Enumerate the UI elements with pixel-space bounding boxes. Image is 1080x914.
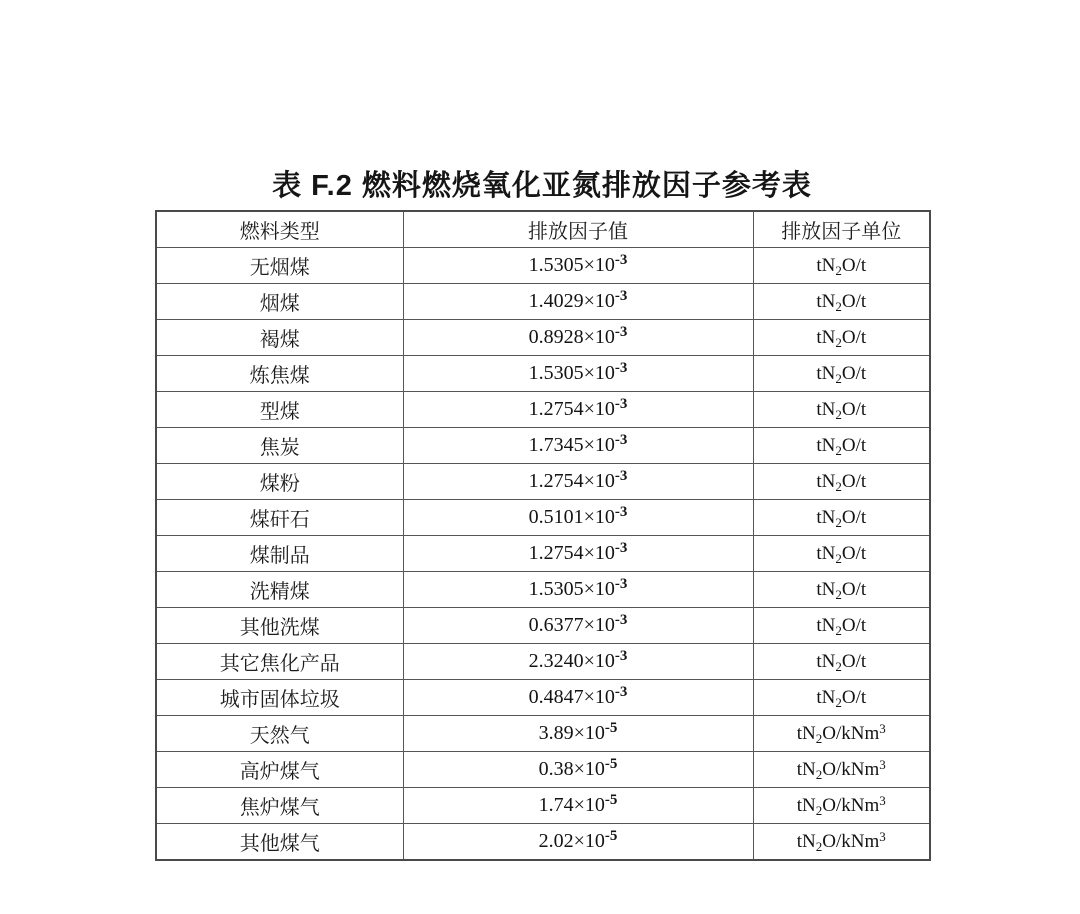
fuel-type-cell: 褐煤 (156, 320, 403, 356)
factor-value-cell (403, 680, 753, 716)
scientific-notation-value (529, 578, 628, 600)
value-exponent: -3 (614, 504, 628, 520)
fuel-type-cell: 其它焦化产品 (156, 644, 403, 680)
table-row (156, 824, 930, 861)
factor-unit-cell (753, 464, 930, 500)
factor-value-cell (403, 752, 753, 788)
value-exponent: -3 (614, 396, 628, 412)
unit-superscript: 3 (879, 792, 886, 808)
unit-subscript: 2 (835, 262, 842, 278)
unit-subscript: 2 (835, 586, 842, 602)
table-row (156, 752, 930, 788)
column-header-fuel-type: 燃料类型 (156, 211, 403, 248)
unit-subscript: 2 (815, 766, 823, 782)
unit-body: O/t (841, 542, 867, 564)
unit-body: O/t (841, 578, 867, 600)
factor-value-cell (403, 356, 753, 392)
unit-prefix: tN (816, 686, 836, 708)
factor-unit-cell (753, 788, 930, 824)
scientific-notation-value (529, 614, 628, 636)
unit-prefix: tN (816, 398, 836, 420)
fuel-type-cell: 洗精煤 (156, 572, 403, 608)
factor-value-cell (403, 284, 753, 320)
unit-prefix: tN (816, 614, 836, 636)
value-exponent: -3 (614, 324, 628, 340)
value-mantissa: 2.3240×10 (528, 650, 615, 672)
unit-subscript: 2 (815, 802, 823, 818)
unit-subscript: 2 (835, 298, 842, 314)
factor-value-cell (403, 644, 753, 680)
factor-unit-cell (753, 284, 930, 320)
fuel-type-cell: 煤制品 (156, 536, 403, 572)
fuel-type-cell: 城市固体垃圾 (156, 680, 403, 716)
factor-unit-cell (753, 356, 930, 392)
unit-body: O/t (841, 650, 867, 672)
unit-expression (816, 399, 866, 420)
factor-value-cell (403, 464, 753, 500)
unit-expression (816, 615, 866, 636)
unit-superscript: 3 (879, 828, 886, 844)
scientific-notation-value (529, 650, 628, 672)
fuel-type-cell: 焦炉煤气 (156, 788, 403, 824)
value-exponent: -3 (614, 540, 628, 556)
value-mantissa: 1.5305×10 (528, 362, 615, 384)
unit-subscript: 2 (835, 442, 842, 458)
factor-unit-cell (753, 392, 930, 428)
column-header-factor-unit: 排放因子单位 (753, 211, 930, 248)
fuel-type-cell: 型煤 (156, 392, 403, 428)
unit-subscript: 2 (835, 478, 842, 494)
value-exponent: -3 (614, 468, 628, 484)
factor-value-cell (403, 716, 753, 752)
unit-body: O/kNm (822, 758, 880, 780)
unit-expression (816, 435, 866, 456)
value-exponent: -5 (604, 756, 618, 772)
scientific-notation-value (529, 686, 628, 708)
table-row (156, 464, 930, 500)
value-mantissa: 1.2754×10 (528, 470, 615, 492)
unit-body: O/t (841, 614, 867, 636)
fuel-type-cell: 焦炭 (156, 428, 403, 464)
fuel-type-cell: 煤矸石 (156, 500, 403, 536)
unit-prefix: tN (816, 578, 836, 600)
unit-expression (816, 255, 866, 276)
unit-subscript: 2 (835, 406, 842, 422)
table-row (156, 608, 930, 644)
value-mantissa: 0.38×10 (538, 758, 605, 780)
unit-body: O/kNm (822, 794, 880, 816)
factor-value-cell (403, 428, 753, 464)
value-mantissa: 2.02×10 (538, 830, 605, 852)
fuel-type-cell: 无烟煤 (156, 248, 403, 284)
unit-body: O/t (841, 506, 867, 528)
table-row (156, 572, 930, 608)
unit-prefix: tN (816, 326, 836, 348)
scientific-notation-value (529, 326, 628, 348)
unit-subscript: 2 (835, 622, 842, 638)
fuel-type-cell: 煤粉 (156, 464, 403, 500)
unit-body: O/t (841, 470, 867, 492)
value-exponent: -3 (614, 648, 628, 664)
scientific-notation-value (529, 434, 628, 456)
table-row (156, 428, 930, 464)
unit-superscript: 3 (879, 756, 886, 772)
scientific-notation-value (529, 362, 628, 384)
unit-expression (816, 579, 866, 600)
value-mantissa: 1.74×10 (538, 794, 605, 816)
factor-unit-cell (753, 644, 930, 680)
value-mantissa: 0.4847×10 (528, 686, 615, 708)
table-header-row (156, 211, 930, 248)
unit-expression (816, 471, 866, 492)
scientific-notation-value (529, 254, 628, 276)
table-row (156, 716, 930, 752)
scientific-notation-value (539, 794, 618, 816)
value-mantissa: 1.7345×10 (528, 434, 615, 456)
factor-value-cell (403, 824, 753, 861)
unit-expression (796, 720, 886, 746)
unit-expression (816, 543, 866, 564)
scientific-notation-value (529, 470, 628, 492)
unit-expression (816, 291, 866, 312)
unit-subscript: 2 (835, 694, 842, 710)
unit-prefix: tN (816, 506, 836, 528)
value-exponent: -3 (614, 684, 628, 700)
value-exponent: -3 (614, 576, 628, 592)
factor-value-cell (403, 392, 753, 428)
factor-value-cell (403, 608, 753, 644)
unit-prefix: tN (816, 542, 836, 564)
unit-prefix: tN (816, 254, 836, 276)
fuel-type-cell: 其他洗煤 (156, 608, 403, 644)
unit-subscript: 2 (835, 658, 842, 674)
fuel-type-cell: 烟煤 (156, 284, 403, 320)
table-row (156, 536, 930, 572)
table-row (156, 500, 930, 536)
unit-expression (796, 756, 886, 782)
table-row (156, 392, 930, 428)
unit-prefix: tN (816, 290, 836, 312)
unit-body: O/t (841, 434, 867, 456)
fuel-type-cell: 天然气 (156, 716, 403, 752)
unit-subscript: 2 (835, 370, 842, 386)
table-row (156, 644, 930, 680)
unit-subscript: 2 (835, 334, 842, 350)
scientific-notation-value (529, 290, 628, 312)
factor-unit-cell (753, 716, 930, 752)
unit-expression (796, 828, 886, 854)
scientific-notation-value (529, 506, 628, 528)
value-mantissa: 0.8928×10 (528, 326, 615, 348)
table-row (156, 284, 930, 320)
unit-superscript: 3 (879, 720, 886, 736)
factor-unit-cell (753, 536, 930, 572)
value-mantissa: 0.5101×10 (528, 506, 615, 528)
unit-prefix: tN (816, 650, 836, 672)
column-header-factor-value: 排放因子值 (403, 211, 753, 248)
factor-unit-cell (753, 824, 930, 861)
value-exponent: -5 (604, 828, 618, 844)
factor-value-cell (403, 536, 753, 572)
table-title: 表 F.2 燃料燃烧氧化亚氮排放因子参考表 (272, 170, 812, 202)
value-exponent: -3 (614, 252, 628, 268)
factor-unit-cell (753, 572, 930, 608)
unit-prefix: tN (796, 794, 816, 816)
unit-body: O/t (841, 398, 867, 420)
unit-prefix: tN (816, 362, 836, 384)
unit-prefix: tN (796, 722, 816, 744)
unit-expression (816, 363, 866, 384)
table-body (156, 248, 930, 861)
unit-expression (816, 327, 866, 348)
factor-value-cell (403, 248, 753, 284)
unit-body: O/t (841, 290, 867, 312)
unit-subscript: 2 (835, 514, 842, 530)
value-mantissa: 3.89×10 (538, 722, 605, 744)
table-row (156, 356, 930, 392)
value-mantissa: 1.4029×10 (528, 290, 615, 312)
factor-unit-cell (753, 680, 930, 716)
factor-unit-cell (753, 428, 930, 464)
factor-unit-cell (753, 608, 930, 644)
unit-subscript: 2 (835, 550, 842, 566)
unit-subscript: 2 (815, 730, 823, 746)
factor-unit-cell (753, 752, 930, 788)
table-row (156, 680, 930, 716)
scientific-notation-value (529, 398, 628, 420)
fuel-type-cell: 高炉煤气 (156, 752, 403, 788)
table-row (156, 788, 930, 824)
value-mantissa: 1.2754×10 (528, 542, 615, 564)
factor-value-cell (403, 788, 753, 824)
value-exponent: -3 (614, 360, 628, 376)
unit-expression (816, 651, 866, 672)
factor-unit-cell (753, 248, 930, 284)
value-exponent: -5 (604, 792, 618, 808)
value-mantissa: 1.2754×10 (528, 398, 615, 420)
unit-expression (796, 792, 886, 818)
factor-unit-cell (753, 500, 930, 536)
unit-prefix: tN (816, 470, 836, 492)
value-mantissa: 0.6377×10 (528, 614, 615, 636)
unit-body: O/t (841, 362, 867, 384)
unit-body: O/t (841, 254, 867, 276)
scientific-notation-value (539, 758, 618, 780)
unit-body: O/t (841, 686, 867, 708)
emission-factor-table (155, 210, 931, 861)
unit-body: O/kNm (822, 722, 880, 744)
factor-value-cell (403, 500, 753, 536)
fuel-type-cell: 炼焦煤 (156, 356, 403, 392)
factor-unit-cell (753, 320, 930, 356)
value-exponent: -3 (614, 288, 628, 304)
factor-value-cell (403, 320, 753, 356)
unit-prefix: tN (796, 830, 816, 852)
table-row (156, 248, 930, 284)
unit-prefix: tN (816, 434, 836, 456)
unit-body: O/t (841, 326, 867, 348)
value-exponent: -3 (614, 612, 628, 628)
scientific-notation-value (539, 830, 618, 852)
unit-prefix: tN (796, 758, 816, 780)
scientific-notation-value (529, 542, 628, 564)
unit-expression (816, 507, 866, 528)
fuel-type-cell: 其他煤气 (156, 824, 403, 861)
value-exponent: -5 (604, 720, 618, 736)
unit-expression (816, 687, 866, 708)
value-mantissa: 1.5305×10 (528, 254, 615, 276)
value-mantissa: 1.5305×10 (528, 578, 615, 600)
table-row (156, 320, 930, 356)
unit-subscript: 2 (815, 838, 823, 854)
scientific-notation-value (539, 722, 618, 744)
factor-value-cell (403, 572, 753, 608)
unit-body: O/kNm (822, 830, 880, 852)
value-exponent: -3 (614, 432, 628, 448)
